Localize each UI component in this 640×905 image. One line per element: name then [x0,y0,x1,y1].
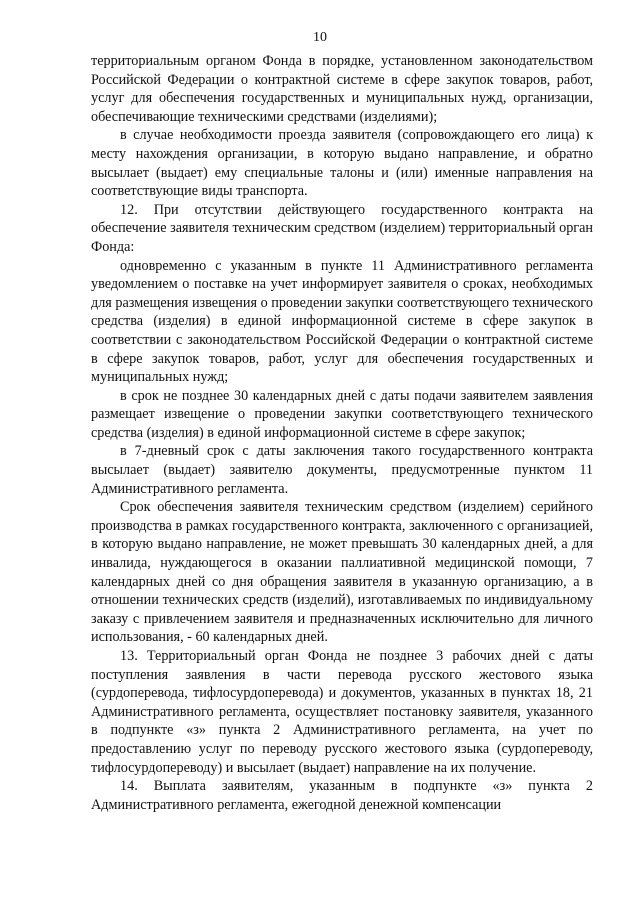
paragraph-30-days: в срок не позднее 30 календарных дней с даты подачи заявителем заявления размещает извещение о проведении закупки соответствующего технического средства (изделия) в единой информационной системе в сфере закупок; [91,387,593,441]
paragraph-provision-term: Срок обеспечения заявителя техническим средством (изделием) серийного производства в рамках государственного контракта, заключенного с организацией, в которую выдано направление, не может превышать 30 календарных дней, а для инвалида, нуждающегося в оказании паллиативной медицинской помощи, 7 календарных дней со дня обращения заявителя в указанную организацию, а в отношении технических средств (изделий), изготавливаемых по индивидуальному заказу с привлечением заявителя и предназначенных исключительно для личного использования, - 60 календарных дней. [91,499,593,646]
paragraph-item-13: 13. Территориальный орган Фонда не позднее 3 рабочих дней с даты поступления заявления в части перевода русского жестового языка (сурдоперевода, тифлосурдоперевода) и документов, указанных в пунктах 18, 21 Административного регламента, осуществляет постановку заявителя, указанного в подпункте «з» пункта 2 Административного регламента, на учет по предоставлению услуг по переводу русского жестового языка (сурдопереводу, тифлосурдопереводу) и высылает (выдает) направление на их получение. [91,648,593,776]
paragraph-continuation: территориальным органом Фонда в порядке, установленном законодательством Российской Федерации о контрактной системе в сфере закупок товаров, работ, услуг для обеспечения государственных и муниципальных нужд, организации, обеспечивающие техническими средствами (изделиями); [91,53,593,125]
paragraph-item-12: 12. При отсутствии действующего государственного контракта на обеспечение заявителя техническим средством (изделием) территориальный орган Фонда: [91,201,593,255]
paragraph-transport-coupons: в случае необходимости проезда заявителя (сопровождающего его лица) к месту нахождения организации, в которую выдано направление, и обратно высылает (выдает) ему специальные талоны и (или) именные направления на соответствующие виды транспорта. [91,127,593,200]
document-body [91,52,593,814]
page-number: 10 [313,30,327,45]
paragraph-notification: одновременно с указанным в пункте 11 Административного регламента уведомлением о поставке на учет информирует заявителя о сроках, необходимых для размещения извещения о проведении закупки соответствующего технического средства (изделия) в единой информационной системе в сфере закупок в соответствии с законодательством Российской Федерации о контрактной системе в сфере закупок товаров, работ, услуг для обеспечения государственных и муниципальных нужд; [91,257,593,386]
paragraph-7-days: в 7-дневный срок с даты заключения такого государственного контракта высылает (выдает) заявителю документы, предусмотренные пунктом 11 Административного регламента. [91,443,593,497]
paragraph-item-14: 14. Выплата заявителям, указанным в подпункте «з» пункта 2 Административного регламента, ежегодной денежной компенсации [91,778,593,813]
